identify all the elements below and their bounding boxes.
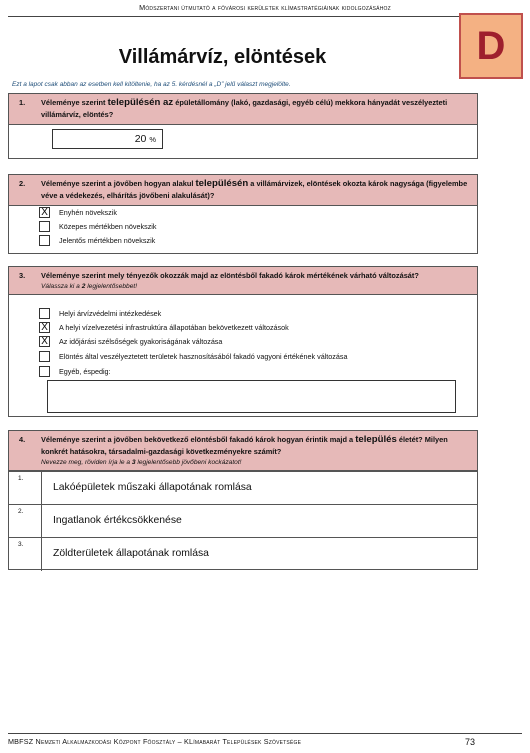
checkbox[interactable]: X — [39, 322, 50, 333]
question-3-header: 3. Véleménye szerint mely tényezők okozzák majd az elöntésből fakadó károk mértékének várható változását? Válassza ki a 2 legjelentősebbet! — [9, 267, 477, 295]
option-row[interactable]: Egyéb, éspedig: — [39, 366, 111, 377]
instruction-note: Ezt a lapot csak abban az esetben kell kitöltenie, ha az 5. kérdésnél a „D” jelű választ megjelölte. — [12, 81, 291, 88]
checkbox[interactable] — [39, 366, 50, 377]
answer-row: 1. Lakóépületek műszaki állapotának romlása — [9, 471, 477, 505]
option-row[interactable]: X Enyhén növekszik — [39, 207, 117, 218]
footer-text: MBFSZ Nemzeti Alkalmazkodási Központ Főosztály – KLímabarát Települések Szövetsége — [8, 737, 302, 746]
other-text-field[interactable] — [47, 380, 456, 413]
badge-letter: D — [476, 24, 506, 68]
question-4-header: 4. Véleménye szerint a jövőben bekövetkező elöntésből fakadó károk hogyan érintik majd a település életét? Milyen konkrét hatásokra, társadalmi-gazdasági következményekre számít? Nevezze meg, röviden írja le a 3 legjelentősebb jövőbeni kockázatot! — [9, 431, 477, 471]
option-row[interactable]: Közepes mértékben növekszik — [39, 221, 156, 232]
question-4 — [8, 430, 478, 570]
answer-row: 2. Ingatlanok értékcsökkenése — [9, 504, 477, 538]
footer-divider — [8, 733, 522, 734]
checkbox[interactable] — [39, 308, 50, 319]
checkbox[interactable]: X — [39, 207, 50, 218]
question-3 — [8, 266, 478, 417]
checkbox[interactable] — [39, 351, 50, 362]
answer-text[interactable]: Lakóépületek műszaki állapotának romlása — [53, 482, 252, 493]
page-number: 73 — [464, 737, 475, 747]
answer-row: 3. Zöldterületek állapotának romlása — [9, 537, 477, 571]
checkbox[interactable]: X — [39, 336, 50, 347]
running-header: Módszertani útmutató a fővárosi kerületek klímastratégiáinak kidolgozásához — [8, 0, 522, 17]
option-row[interactable]: X Az időjárási szélsőségek gyakoriságának változása — [39, 336, 222, 347]
section-badge — [459, 13, 523, 79]
page-title: Villámárvíz, elöntések — [118, 46, 327, 68]
option-row[interactable]: Jelentős mértékben növekszik — [39, 235, 155, 246]
option-row[interactable]: Helyi árvízvédelmi intézkedések — [39, 308, 161, 319]
question-1-header: 1. Véleménye szerint településén az épületállomány (lakó, gazdasági, egyéb célú) mekkora hányadát veszélyezteti villámárvíz, elöntés? — [9, 94, 477, 125]
answer-text[interactable]: Zöldterületek állapotának romlása — [53, 548, 209, 559]
percentage-input[interactable]: 20 % — [52, 129, 163, 149]
question-1 — [8, 93, 478, 159]
checkbox[interactable] — [39, 221, 50, 232]
question-2 — [8, 174, 478, 254]
option-row[interactable]: X A helyi vízelvezetési infrastruktúra állapotában bekövetkezett változások — [39, 322, 289, 333]
question-number: 1. — [19, 98, 26, 107]
answer-text[interactable]: Ingatlanok értékcsökkenése — [53, 515, 182, 526]
question-2-header: 2. Véleménye szerint a jövőben hogyan alakul településén a villámárvizek, elöntések okozta károk nagysága (figyelembe véve a védekezés, elhárítás jövőbeni alakulását)? — [9, 175, 477, 206]
option-row[interactable]: Elöntés által veszélyeztetett területek hasznosításából fakadó vagyoni értékének változása — [39, 351, 347, 362]
checkbox[interactable] — [39, 235, 50, 246]
